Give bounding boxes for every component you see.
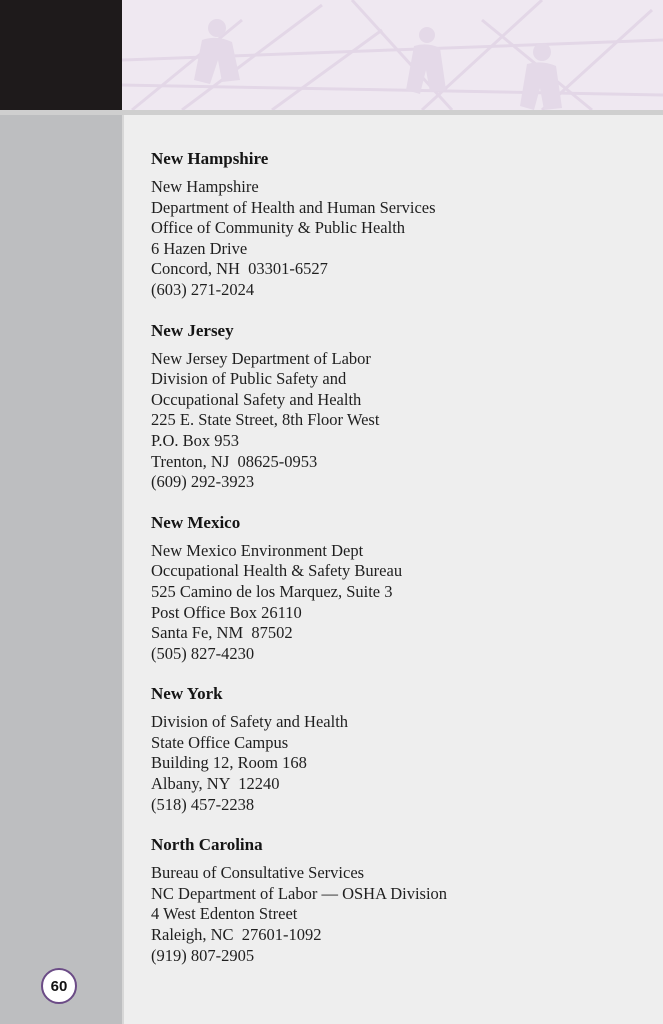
entry-phone: (603) 271-2024 — [151, 279, 255, 299]
entry-line: New Hampshire — [151, 177, 259, 196]
entry-new-hampshire — [151, 149, 631, 301]
entry-north-carolina — [151, 835, 631, 966]
entry-line: Building 12, Room 168 — [151, 753, 307, 773]
entry-heading: New Jersey — [151, 320, 234, 340]
entry-line: Office of Community & Public Health — [151, 218, 406, 238]
entry-new-york — [151, 684, 631, 815]
entry-heading: North Carolina — [151, 835, 263, 855]
entry-line: 4 West Edenton Street — [151, 904, 298, 924]
entry-line: Trenton, NJ 08625-0953 — [151, 451, 318, 471]
entry-line: Division of Public Safety and — [151, 369, 347, 389]
entry-heading: New Hampshire — [151, 149, 269, 168]
entry-line: 525 Camino de los Marquez, Suite 3 — [151, 581, 393, 601]
entry-line: Department of Health and Human Services — [151, 197, 436, 217]
entry-new-jersey — [151, 321, 631, 493]
entry-line: P.O. Box 953 — [151, 430, 240, 450]
entry-phone: (518) 457-2238 — [151, 794, 255, 814]
entry-line: Bureau of Consultative Services — [151, 863, 365, 883]
address-listing — [151, 149, 631, 986]
entry-line: Occupational Health & Safety Bureau — [151, 561, 403, 581]
entry-line: Raleigh, NC 27601-1092 — [151, 925, 322, 945]
entry-line: Santa Fe, NM 87502 — [151, 623, 293, 643]
entry-line: Albany, NY 12240 — [151, 774, 280, 794]
entry-line: Division of Safety and Health — [151, 712, 349, 732]
entry-line: 6 Hazen Drive — [151, 238, 248, 258]
entry-phone: (505) 827-4230 — [151, 643, 255, 663]
corner-black-block — [0, 0, 122, 110]
entry-line: New Mexico Environment Dept — [151, 540, 364, 560]
entry-line: 225 E. State Street, 8th Floor West — [151, 410, 380, 430]
entry-line: New Jersey Department of Labor — [151, 348, 371, 368]
entry-new-mexico — [151, 513, 631, 665]
entry-line: State Office Campus — [151, 732, 289, 752]
header-photo-band — [122, 0, 663, 110]
entry-line: Concord, NH 03301-6527 — [151, 259, 328, 279]
header-background-illustration — [122, 0, 663, 110]
entry-phone: (919) 807-2905 — [151, 945, 255, 965]
entry-heading: New York — [151, 684, 223, 704]
entry-line: Post Office Box 26110 — [151, 602, 302, 622]
entry-heading: New Mexico — [151, 512, 241, 532]
sidebar-edge — [122, 115, 124, 1024]
entry-line: Occupational Safety and Health — [151, 389, 362, 409]
entry-line: NC Department of Labor — OSHA Division — [151, 883, 448, 903]
left-sidebar-band — [0, 115, 122, 1024]
page-number-badge: 60 — [41, 968, 77, 1004]
entry-phone: (609) 292-3923 — [151, 472, 255, 492]
